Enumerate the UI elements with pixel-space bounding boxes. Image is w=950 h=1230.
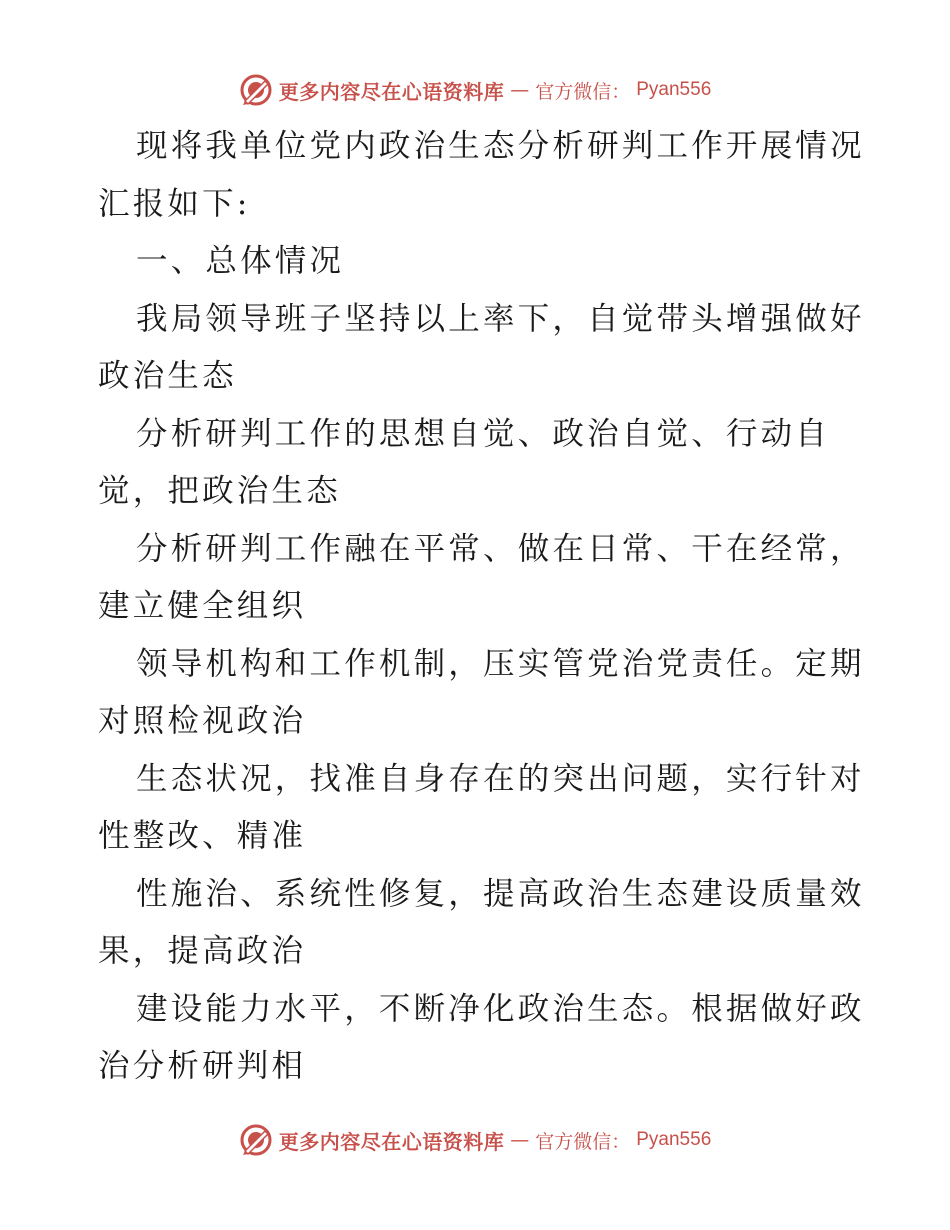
- paragraph-line: 觉，把政治生态: [98, 473, 341, 509]
- paragraph-line: 领导机构和工作机制，压实管党治党责任。定期: [136, 645, 865, 682]
- footer-wechat-id: Pyan556: [636, 1129, 712, 1150]
- paragraph-line: 建立健全组织: [98, 588, 307, 624]
- paragraph-line: 我局领导班子坚持以上率下，自觉带头增强做好: [136, 300, 865, 337]
- paragraph-line: 治分析研判相: [98, 1048, 307, 1084]
- document-body: [98, 118, 865, 1096]
- paragraph-line: 对照检视政治: [98, 703, 307, 739]
- paragraph-line: 生态状况，找准自身存在的突出问题，实行针对: [136, 760, 865, 797]
- paragraph-line: 汇报如下:: [98, 185, 251, 222]
- header-wechat-id: Pyan556: [636, 79, 712, 100]
- paragraph-line: 建设能力水平，不断净化政治生态。根据做好政: [136, 990, 865, 1027]
- pen-logo-icon: [239, 73, 273, 107]
- header-wechat-label: 官方微信：: [535, 80, 631, 103]
- paragraph-line: 性整改、精准: [98, 818, 307, 854]
- paragraph-line: 果，提高政治: [98, 933, 307, 969]
- header-watermark: [0, 70, 950, 110]
- footer-watermark: [0, 1120, 950, 1160]
- header-site-label: 更多内容尽在心语资料库: [278, 79, 505, 104]
- header-separator: —: [510, 79, 530, 101]
- footer-site-label: 更多内容尽在心语资料库: [278, 1129, 505, 1154]
- pen-logo-icon: [239, 1123, 273, 1157]
- paragraph-line: 分析研判工作的思想自觉、政治自觉、行动自: [136, 415, 831, 452]
- section-heading: 一、总体情况: [136, 243, 345, 279]
- footer-wechat-label: 官方微信：: [535, 1130, 631, 1153]
- paragraph-line: 现将我单位党内政治生态分析研判工作开展情况: [136, 128, 865, 164]
- paragraph-line: 性施治、系统性修复，提高政治生态建设质量效: [136, 875, 865, 912]
- footer-separator: —: [510, 1129, 530, 1151]
- paragraph-line: 分析研判工作融在平常、做在日常、干在经常，: [136, 530, 865, 567]
- paragraph-line: 政治生态: [98, 358, 237, 394]
